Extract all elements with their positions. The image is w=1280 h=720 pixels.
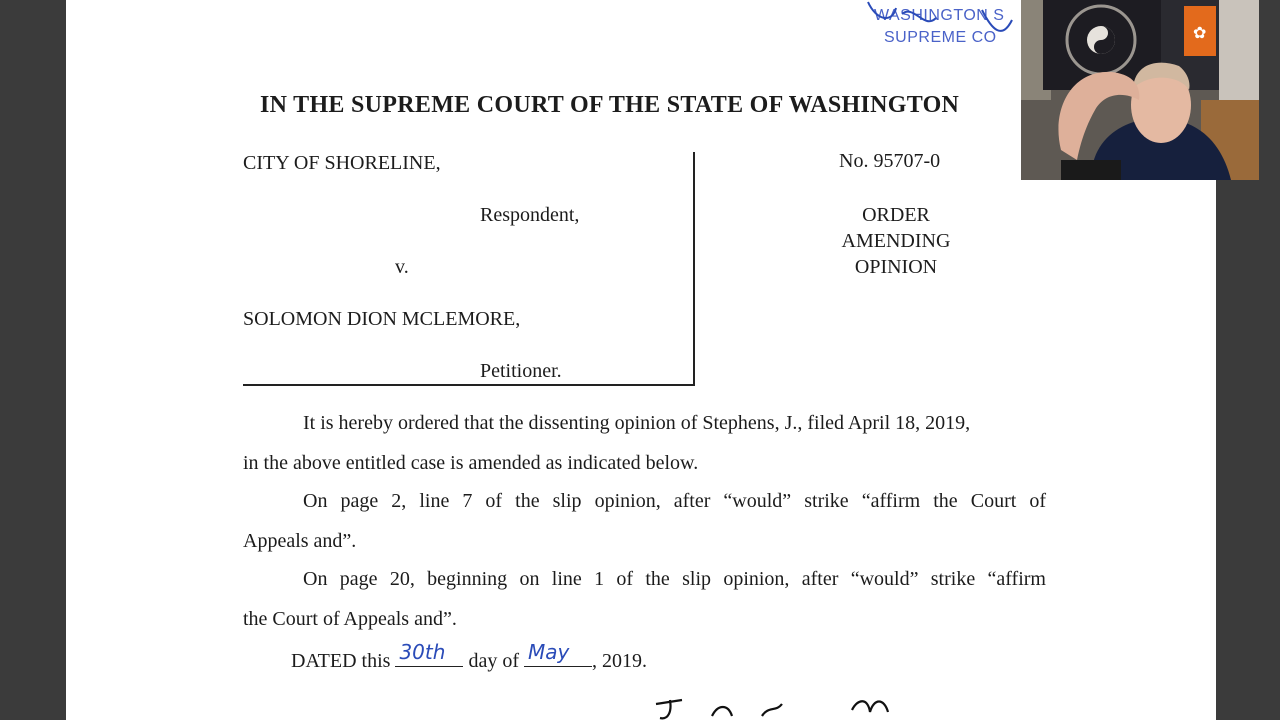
stamp-line-1: WASHINGTON S — [874, 7, 1005, 24]
order-title-line-2: AMENDING — [841, 230, 951, 252]
case-number: No. 95707-0 — [839, 150, 941, 172]
order-title-line-3: OPINION — [854, 256, 938, 278]
dated-line — [291, 640, 647, 673]
webcam-person-icon — [1021, 0, 1259, 180]
caption-horizontal-rule — [243, 384, 694, 386]
paragraph-3-line-1: On page 20, beginning on line 1 of the slip opinion, after “would” strike “affirm — [303, 568, 1046, 590]
stamp-line-2: SUPREME CO — [884, 29, 997, 46]
order-title — [806, 202, 986, 280]
dated-prefix: DATED this — [291, 650, 391, 672]
paragraph-2-line-1: On page 2, line 7 of the slip opinion, after “would” strike “affirm the Court of — [303, 490, 1046, 512]
paragraph-2-line-2: Appeals and”. — [243, 530, 357, 552]
paragraph-3-line-2: the Court of Appeals and”. — [243, 608, 457, 630]
dated-suffix: , 2019. — [592, 650, 647, 672]
plaintiff-name: CITY OF SHORELINE, — [243, 152, 441, 174]
paragraph-1-line-2: in the above entitled case is amended as indicated below. — [243, 452, 699, 474]
month-blank — [524, 640, 592, 667]
day-blank — [395, 640, 463, 667]
webcam-overlay — [1021, 0, 1259, 180]
dated-middle: day of — [468, 650, 519, 672]
month-handwritten: May — [528, 640, 570, 664]
handwritten-scrawl-icon — [862, 0, 1022, 60]
defendant-name: SOLOMON DION MCLEMORE, — [243, 308, 521, 330]
versus-label: v. — [395, 256, 409, 278]
signature-icon — [652, 690, 932, 720]
paragraph-1-line-1: It is hereby ordered that the dissenting opinion of Stephens, J., filed April 18, 2019, — [303, 412, 971, 434]
plaintiff-role: Respondent, — [480, 204, 580, 226]
court-title: IN THE SUPREME COURT OF THE STATE OF WASHINGTON — [260, 92, 960, 118]
order-title-line-1: ORDER — [862, 204, 930, 226]
defendant-role: Petitioner. — [480, 360, 562, 382]
caption-vertical-rule — [693, 152, 695, 386]
day-handwritten: 30th — [399, 640, 446, 664]
svg-text:✿: ✿ — [1193, 23, 1207, 42]
